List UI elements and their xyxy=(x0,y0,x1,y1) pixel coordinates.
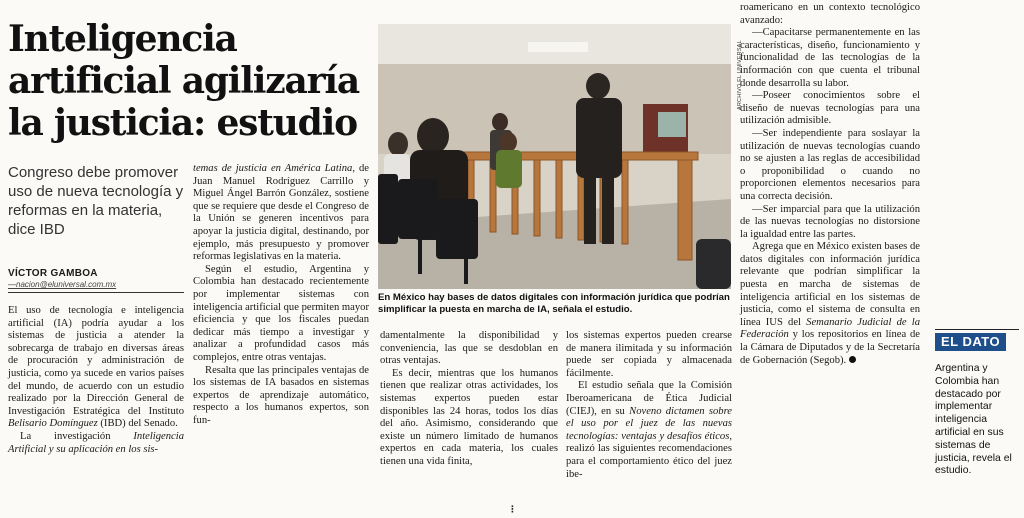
article-column-3 xyxy=(380,330,558,469)
end-mark-icon xyxy=(849,356,856,363)
headline: Inteligencia artificial agilizaría la justicia: estudio xyxy=(8,18,359,144)
article-paragraph: El uso de tecnología e inteligencia artificial (IA) podría ayudar a los sistemas de justicia a atender la sobrecarga de trabajo en diversas áreas de procuración y administración de justicia, como ya sucede en varios países del mundo, de acuerdo con un estudio realizado por la Dirección General de Investigación Estratégica del Instituto Belisario Domínguez (IBD) del Senado. xyxy=(8,305,184,430)
byline-author: VÍCTOR GAMBOA xyxy=(8,268,98,279)
byline-email[interactable]: —nacion@eluniversal.com.mx xyxy=(8,280,117,289)
article-paragraph: los sistemas expertos pueden crearse de manera ilimitada y su información puede ser copiada y almacenada fácilmente. xyxy=(566,330,732,379)
article-column-5 xyxy=(740,2,920,367)
subhead: Congreso debe promover uso de nueva tecnología y reformas en la materia, dice IBD xyxy=(8,164,184,238)
article-paragraph: El estudio señala que la Comisión Iberoamericana de Ética Judicial (CIEJ), en su Noveno dictamen sobre el uso por el juez de las nuevas tecnologías: ventajas y desafíos éticos, realizó las siguientes recomendaciones para el comportamiento ético del juez ibe- xyxy=(566,380,732,480)
article-paragraph: La investigación Inteligencia Artificial y su aplicación en los sis- xyxy=(8,430,184,455)
article-paragraph: damentalmente la disponibilidad y conveniencia, las que se desdoblan en otras ventajas. xyxy=(380,330,558,367)
byline-divider xyxy=(8,292,184,293)
article-column-1 xyxy=(8,305,184,456)
recommendation-item: —Poseer conocimientos sobre el diseño de nuevas tecnologías para una utilización admisible. xyxy=(740,90,920,127)
article-column-2 xyxy=(193,163,369,427)
article-paragraph: Es decir, mientras que los humanos tienen que realizar otras actividades, los sistemas expertos pueden estar disponibles las 24 horas, todos los días del año. Asimismo, considerando que existe un número limitado de humanos expertos en cada materia, los cuales tienen una vida finita, xyxy=(380,367,558,467)
sidebar-divider xyxy=(935,329,1019,330)
photo-credit: ARCHIVO EL UNIVERSAL xyxy=(737,40,743,110)
courtroom-photo xyxy=(378,24,731,289)
sidebar-label: EL DATO xyxy=(935,333,1006,351)
article-paragraph: Resalta que las principales ventajas de los sistemas de IA basados en sistemas expertos de aprendizaje automático, respecto a los humanos expertos, son fun- xyxy=(193,364,369,426)
photo-caption: En México hay bases de datos digitales con información jurídica que podrían simplificar la puesta en marcha de IA, señala el estudio. xyxy=(378,292,730,315)
article-paragraph: Agrega que en México existen bases de datos digitales con información jurídica relevante que podrían simplificar la puesta en marcha de sistemas de inteligencia artificial en los sistemas de justicia, como el sistema de consulta en línea IUS del Semanario Judicial de la Federación y los repositorios en línea de la Cámara de Diputados y de la Secretaría de Gobernación (Segob). xyxy=(740,241,921,366)
sidebar-text: Argentina y Colombia han destacado por implementar inteligencia artificial en sus sistemas de justicia, revela el estudio. xyxy=(935,363,1012,477)
el-dato-sidebar xyxy=(935,329,1019,478)
recommendation-item: —Ser imparcial para que la utilización de las nuevas tecnologías no distorsione la igualdad entre las partes. xyxy=(740,203,920,240)
article-paragraph: Según el estudio, Argentina y Colombia han destacado recientemente por implementar sistemas con inteligencia artificial que permiten mayor eficiencia y que los fiscales puedan dedicar más tiempo a investigar y analizar a profundidad casos más complejos, entre otras ventajas. xyxy=(193,263,369,363)
more-options-icon[interactable]: ⋮ xyxy=(508,505,517,515)
byline xyxy=(8,268,184,293)
article-paragraph: temas de justicia en América Latina, de Juan Manuel Rodríguez Carrillo y Miguel Ángel Barrón González, sostiene que se requiere que desde el Congreso de la Unión se generen incentivos para apoyar la justicia digital, destinando, por ejemplo, más presupuesto y promover reformas legislativas en la materia. xyxy=(193,163,370,263)
article-paragraph: roamericano en un contexto tecnológico avanzado: xyxy=(740,2,920,26)
article-column-4 xyxy=(566,330,732,481)
recommendation-item: —Ser independiente para soslayar la utilización de nuevas tecnologías cuando no se ajusten a las reglas de accesibilidad o proponibilidad o cuando no proporcionen elementos necesarios para una correcta decisión. xyxy=(740,127,920,202)
recommendation-item: —Capacitarse permanentemente en las características, diseño, funcionamiento y funcionalidad de las tecnologías de la información con que cuenta el tribunal donde desarrolla su labor. xyxy=(740,27,920,89)
